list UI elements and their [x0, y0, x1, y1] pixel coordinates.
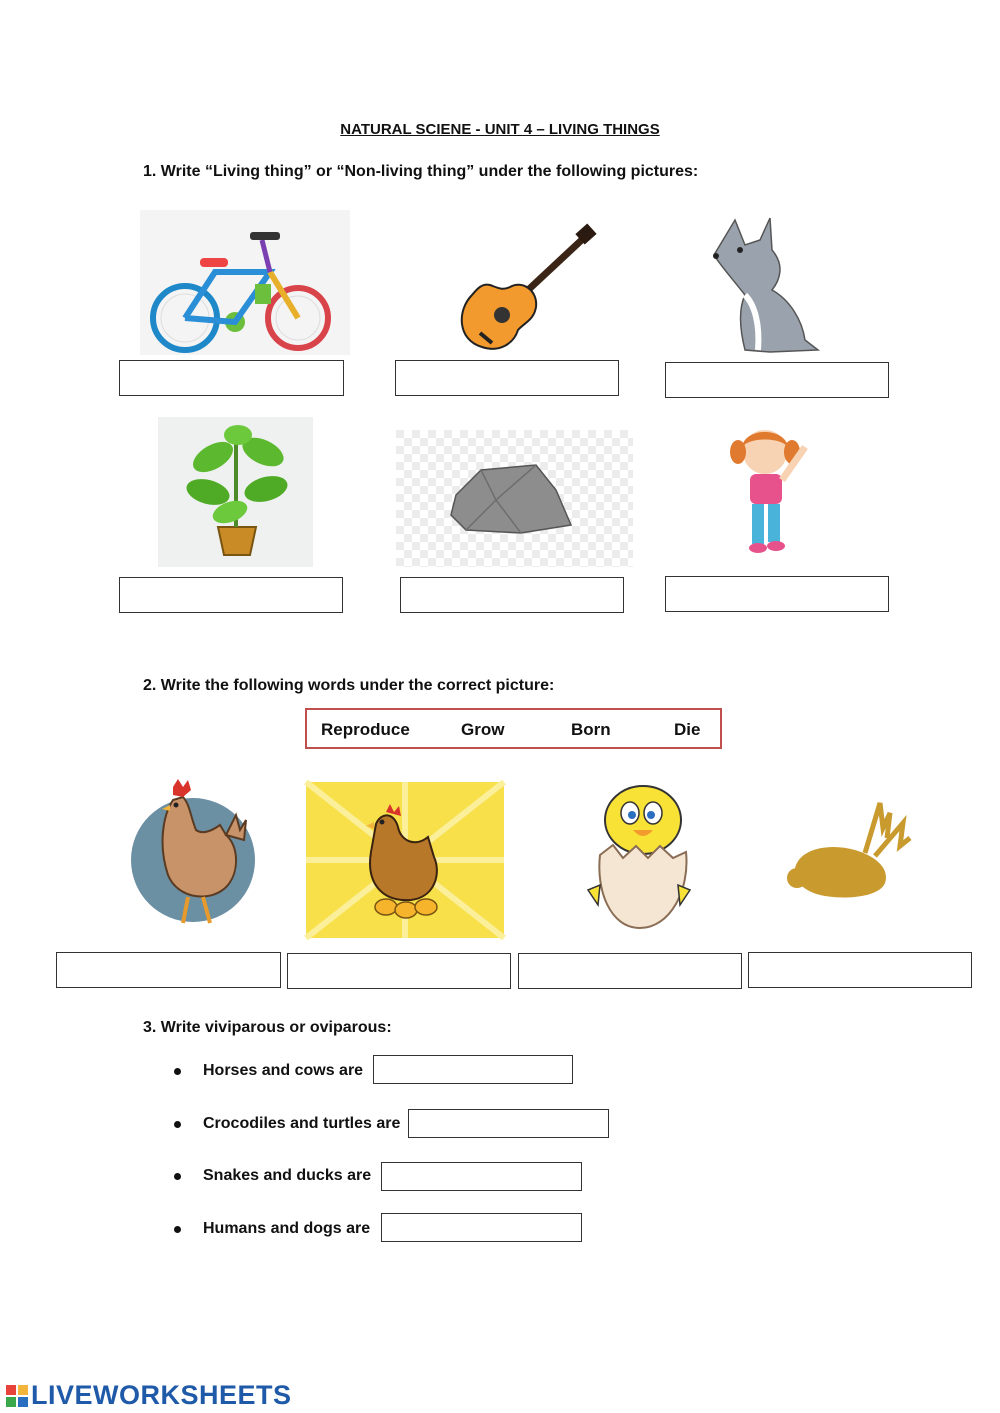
answer-box-hen[interactable]	[56, 952, 281, 988]
question-2: 2. Write the following words under the correct picture:	[143, 677, 555, 694]
answer-box-crocodiles-turtles[interactable]	[408, 1109, 609, 1138]
answer-box-hen-with-eggs[interactable]	[287, 953, 511, 989]
q3-item-horses-cows: Horses and cows are	[203, 1062, 364, 1079]
answer-box-girl[interactable]	[665, 576, 889, 612]
q3-item-humans-dogs: Humans and dogs are	[203, 1220, 371, 1237]
liveworksheets-logo[interactable]	[6, 1380, 292, 1411]
word-bank	[305, 708, 722, 749]
question-3: 3. Write viviparous or oviparous:	[143, 1019, 392, 1036]
answer-box-horses-cows[interactable]	[373, 1055, 573, 1084]
answer-box-guitar[interactable]	[395, 360, 619, 396]
rock-icon	[396, 430, 633, 567]
dead-chicken-icon	[785, 798, 915, 913]
worksheet-title: NATURAL SCIENE - UNIT 4 – LIVING THINGS	[340, 121, 660, 138]
answer-box-rock[interactable]	[400, 577, 624, 613]
word-reproduce: Reproduce	[321, 720, 410, 739]
hatching-chick-icon	[578, 780, 703, 930]
answer-box-plant[interactable]	[119, 577, 343, 613]
brand-text: LIVEWORKSHEETS	[31, 1380, 292, 1410]
wolf-icon	[710, 210, 825, 355]
girl-icon	[720, 422, 830, 562]
answer-box-wolf[interactable]	[665, 362, 889, 398]
word-born: Born	[571, 720, 611, 739]
guitar-icon	[452, 225, 597, 355]
answer-box-snakes-ducks[interactable]	[381, 1162, 582, 1191]
answer-box-hatching-chick[interactable]	[518, 953, 742, 989]
word-grow: Grow	[461, 720, 505, 739]
q3-item-snakes-ducks: Snakes and ducks are	[203, 1167, 372, 1184]
bullet-dot	[174, 1173, 181, 1180]
question-1: 1. Write “Living thing” or “Non-living thing” under the following pictures:	[143, 163, 699, 180]
answer-box-dead-chicken[interactable]	[748, 952, 972, 988]
hen-with-eggs-icon	[306, 782, 504, 938]
bullet-dot	[174, 1068, 181, 1075]
bicycle-icon	[140, 210, 350, 355]
answer-box-bicycle[interactable]	[119, 360, 344, 396]
q3-item-crocodiles-turtles: Crocodiles and turtles are	[203, 1115, 401, 1132]
bullet-dot	[174, 1226, 181, 1233]
hen-icon	[128, 775, 258, 930]
liveworksheets-icon	[6, 1385, 28, 1407]
bullet-dot	[174, 1121, 181, 1128]
answer-box-humans-dogs[interactable]	[381, 1213, 582, 1242]
word-die: Die	[674, 720, 701, 739]
plant-icon	[158, 417, 313, 567]
